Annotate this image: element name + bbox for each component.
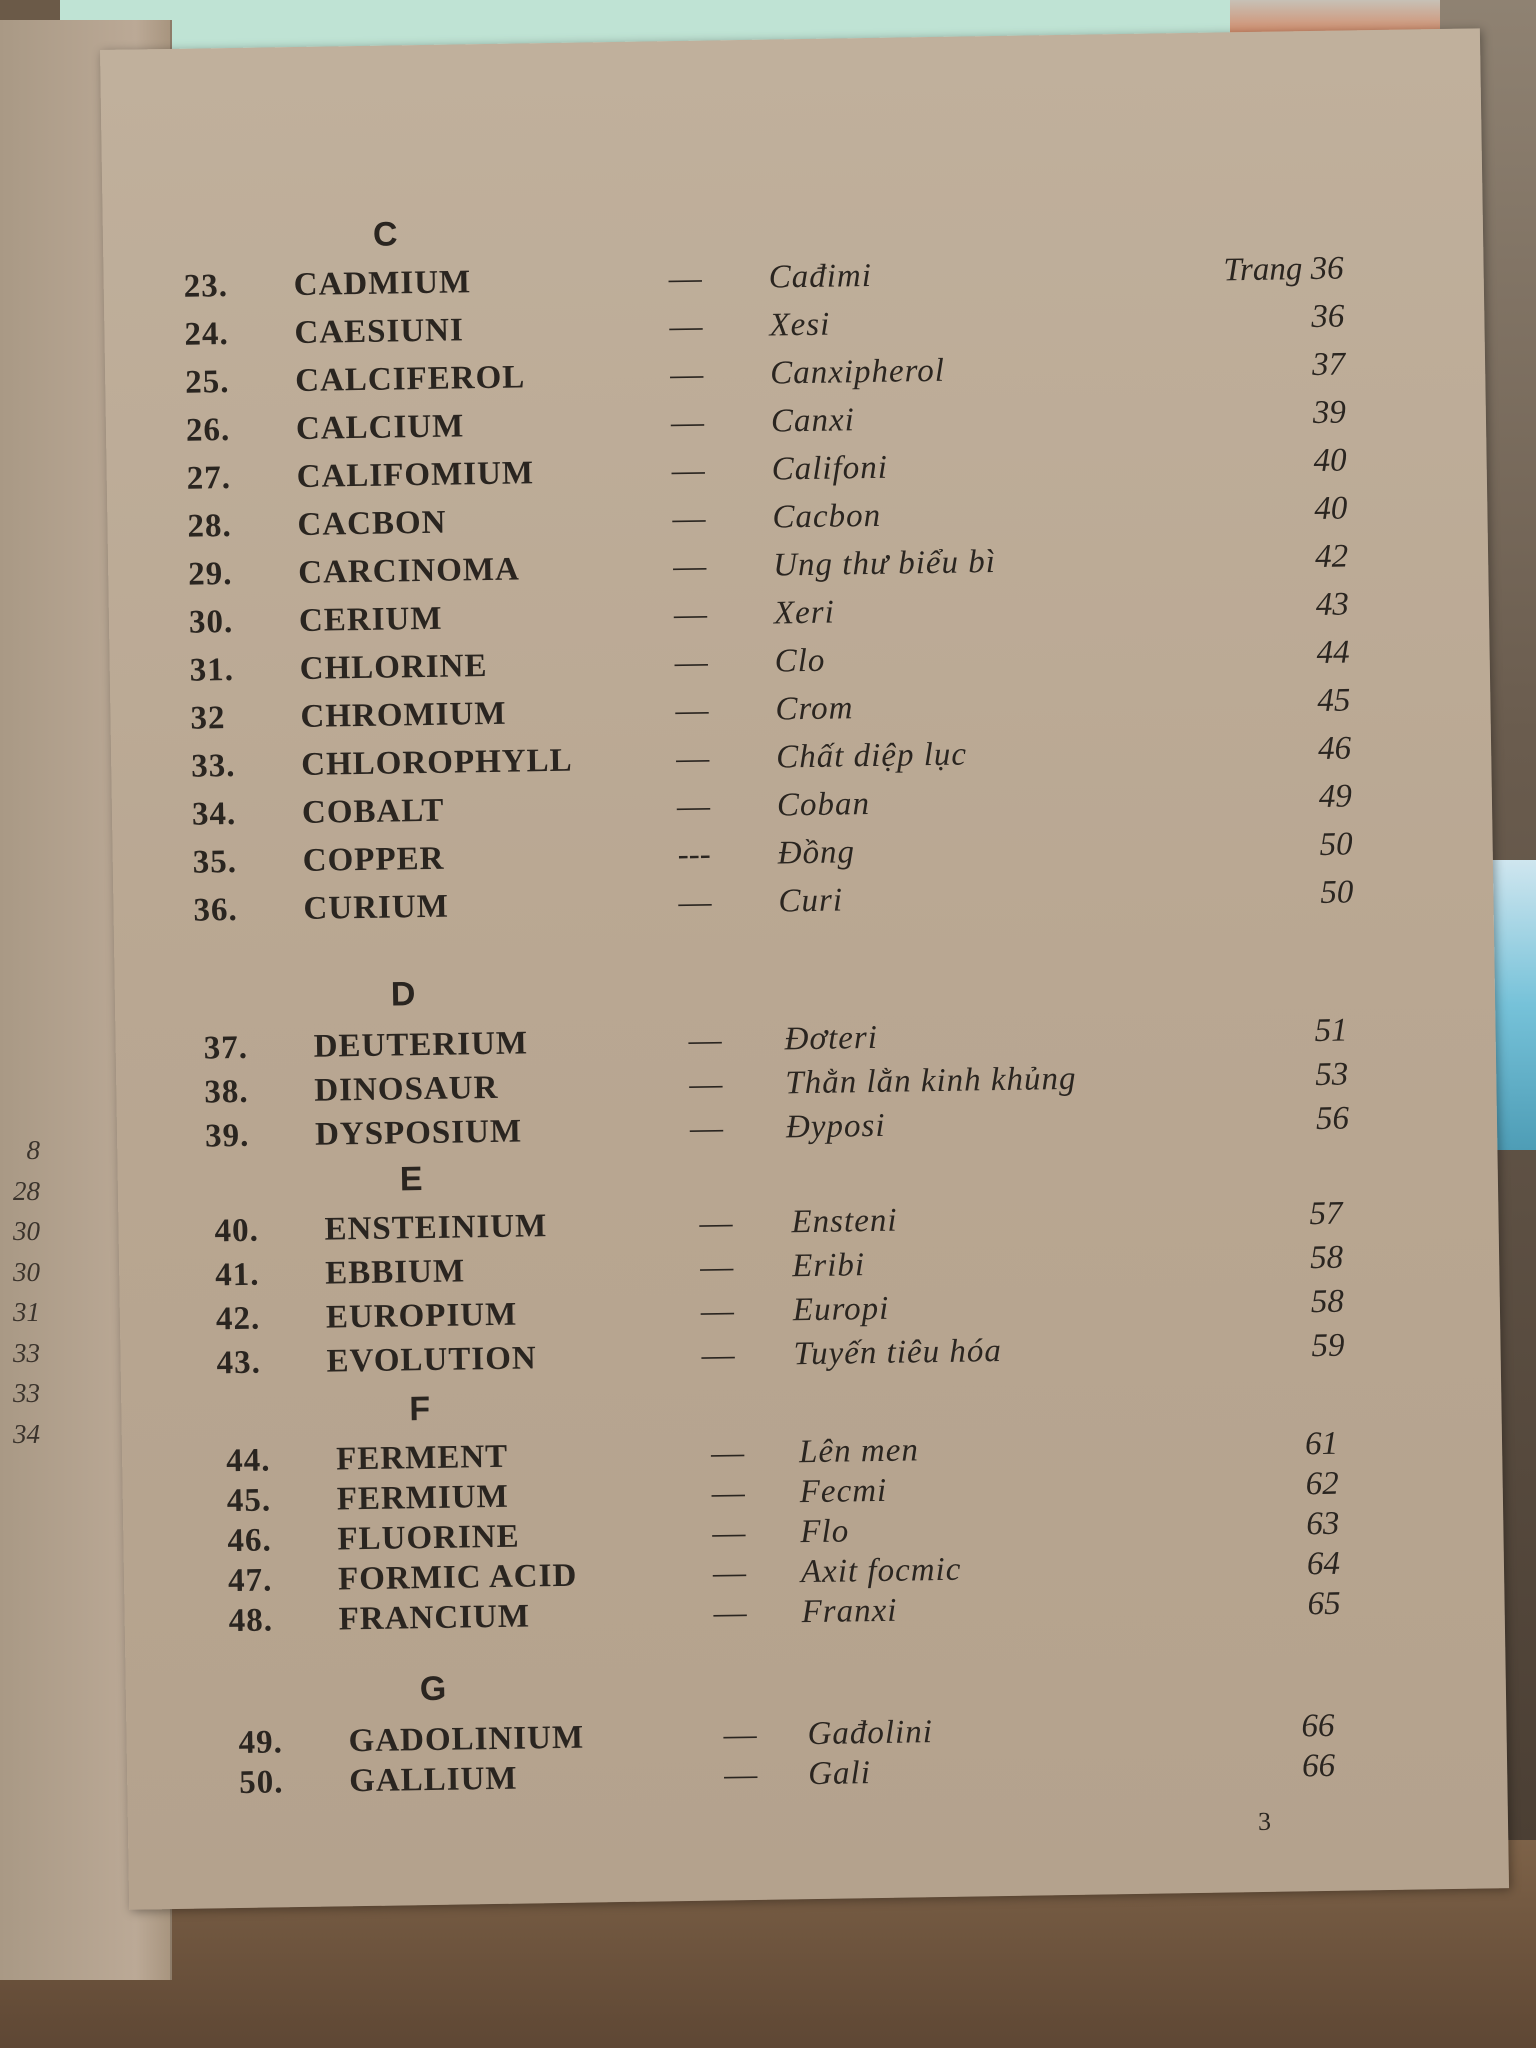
left-page-number: 33 [13, 1337, 40, 1368]
entry-term: CADMIUM [293, 264, 472, 303]
entry-term: CAESIUNI [294, 312, 465, 351]
entry-term: EVOLUTION [326, 1340, 537, 1380]
entry-number: 36. [193, 891, 239, 929]
entry-dash: — [723, 1756, 758, 1794]
entry-dash: — [713, 1595, 747, 1632]
entry-dash: — [699, 1205, 733, 1242]
entry-number: 23. [183, 268, 229, 305]
entry-number: 47. [227, 1562, 273, 1600]
entry-translation: Canxi [770, 402, 856, 440]
entry-dash: — [678, 884, 712, 922]
entry-dash: — [675, 692, 709, 730]
entry-number: 43. [216, 1344, 262, 1382]
entry-translation: Coban [776, 786, 871, 824]
entry-page: 46 [1317, 730, 1352, 767]
entry-number: 30. [188, 603, 234, 641]
left-page-number: 30 [13, 1216, 40, 1246]
entry-term: GADOLINIUM [348, 1719, 585, 1760]
entry-number: 29. [187, 555, 233, 593]
entry-dash: — [672, 548, 707, 586]
entry-number: 25. [184, 364, 230, 401]
entry-dash: — [712, 1555, 747, 1592]
entry-translation: Cađimi [768, 257, 873, 296]
entry-translation: Crom [775, 690, 854, 728]
entry-dash: — [668, 260, 702, 298]
entry-term: CHROMIUM [300, 695, 507, 735]
entry-number: 32 [190, 700, 226, 737]
entry-page: 49 [1318, 778, 1353, 815]
entry-term: CURIUM [303, 888, 450, 927]
entry-translation: Franxi [801, 1592, 898, 1631]
entry-term: COBALT [301, 792, 445, 831]
section-letter: F [409, 1389, 431, 1429]
entry-number: 37. [203, 1029, 249, 1067]
left-page-number: 33 [13, 1378, 40, 1408]
entry-page: 65 [1307, 1585, 1341, 1623]
entry-term: CALCIFEROL [294, 359, 526, 399]
entry-page: Trang 36 [1223, 250, 1344, 289]
entry-dash: — [723, 1716, 757, 1754]
entry-page: 59 [1311, 1327, 1345, 1365]
entry-term: CHLORINE [299, 647, 488, 687]
entry-translation: Đyposi [785, 1107, 886, 1146]
entry-page: 44 [1316, 634, 1350, 671]
entry-translation: Chất diệp lục [775, 736, 968, 776]
entry-term: FORMIC ACID [337, 1557, 578, 1598]
entry-term: CARCINOMA [297, 551, 521, 591]
entry-page: 50 [1320, 874, 1354, 911]
entry-translation: Gađolini [807, 1714, 934, 1753]
entry-page: 37 [1311, 346, 1346, 383]
entry-translation: Ung thư biểu bì [772, 543, 997, 584]
entry-dash: — [670, 404, 705, 442]
entry-translation: Europi [792, 1290, 890, 1329]
entry-term: FERMIUM [336, 1478, 510, 1518]
entry-number: 35. [192, 843, 238, 881]
entry-page: 66 [1301, 1747, 1336, 1785]
entry-translation: Đơteri [784, 1019, 879, 1058]
entry-page: 39 [1312, 394, 1347, 431]
entry-number: 34. [191, 795, 237, 833]
entry-translation: Gali [807, 1755, 872, 1793]
entry-number: 40. [214, 1212, 260, 1250]
entry-dash: — [712, 1515, 746, 1552]
section-letter: E [399, 1160, 423, 1199]
entry-translation: Eribi [791, 1247, 866, 1285]
entry-term: ENSTEINIUM [324, 1208, 548, 1248]
entry-dash: — [689, 1110, 724, 1147]
entry-number: 45. [226, 1482, 272, 1520]
entry-number: 50. [238, 1764, 284, 1802]
entry-translation: Ensteni [791, 1202, 898, 1241]
entry-translation: Đồng [777, 834, 856, 872]
entry-dash: — [688, 1022, 722, 1059]
entry-term: DEUTERIUM [313, 1025, 529, 1065]
left-page-number: 8 [26, 1135, 40, 1165]
entry-term: CALIFOMIUM [296, 455, 535, 495]
entry-page: 43 [1315, 586, 1350, 623]
entry-dash: — [699, 1249, 734, 1286]
entry-number: 28. [187, 507, 233, 545]
entry-term: FLUORINE [337, 1518, 520, 1558]
entry-number: 26. [185, 412, 231, 449]
page-number: 3 [1257, 1806, 1272, 1837]
entry-number: 49. [238, 1724, 284, 1762]
entry-number: 31. [189, 651, 235, 689]
entry-dash: — [701, 1337, 735, 1374]
entry-dash: — [669, 356, 704, 394]
entry-term: COPPER [302, 840, 445, 879]
entry-translation: Clo [774, 642, 826, 680]
entry-page: 62 [1305, 1465, 1339, 1503]
entry-page: 40 [1314, 490, 1348, 527]
entry-dash: --- [677, 836, 711, 874]
entry-dash: — [676, 788, 711, 826]
entry-term: DINOSAUR [314, 1069, 499, 1109]
left-page-number: 31 [13, 1297, 40, 1327]
entry-translation: Flo [800, 1513, 850, 1551]
entry-page: 61 [1304, 1425, 1339, 1463]
entry-term: EUROPIUM [325, 1296, 518, 1336]
entry-translation: Fecmi [799, 1472, 888, 1511]
entry-page: 63 [1306, 1505, 1340, 1543]
entry-number: 27. [186, 459, 232, 497]
entry-term: FERMENT [335, 1438, 509, 1478]
entry-page: 42 [1314, 538, 1349, 575]
entry-translation: Califoni [771, 449, 889, 488]
entry-dash: — [711, 1475, 746, 1512]
index-page [100, 28, 1509, 1909]
entry-number: 44. [225, 1442, 271, 1480]
entry-number: 33. [190, 747, 236, 785]
entry-page: 57 [1309, 1195, 1343, 1233]
entry-number: 48. [228, 1602, 274, 1640]
entry-page: 58 [1310, 1283, 1345, 1321]
entry-translation: Xeri [773, 594, 836, 632]
entry-number: 38. [204, 1073, 249, 1111]
left-page-number: 30 [13, 1256, 40, 1287]
entry-dash: — [675, 740, 710, 778]
entry-page: 51 [1314, 1012, 1348, 1050]
entry-dash: — [710, 1435, 745, 1472]
entry-page: 45 [1317, 682, 1351, 719]
entry-dash: — [673, 596, 708, 634]
entry-page: 50 [1319, 826, 1353, 863]
entry-dash: — [669, 308, 703, 346]
entry-term: CHLOROPHYLL [300, 742, 573, 783]
entry-page: 53 [1314, 1056, 1349, 1094]
entry-page: 36 [1311, 298, 1345, 336]
left-page-number: 34 [13, 1418, 40, 1449]
entry-translation: Curi [778, 882, 844, 920]
section-letter: G [419, 1669, 447, 1709]
entry-number: 39. [204, 1117, 250, 1155]
entry-term: CACBON [297, 504, 447, 543]
entry-dash: — [689, 1066, 723, 1103]
entry-term: FRANCIUM [338, 1598, 531, 1638]
entry-number: 41. [214, 1256, 260, 1294]
entry-page: 64 [1306, 1545, 1341, 1583]
entry-page: 40 [1313, 442, 1347, 479]
entry-number: 24. [184, 316, 230, 353]
entry-translation: Cacbon [772, 497, 882, 536]
entry-translation: Axit focmic [800, 1551, 962, 1591]
entry-term: GALLIUM [348, 1760, 518, 1800]
entry-term: CERIUM [298, 600, 443, 639]
entry-number: 42. [215, 1300, 261, 1338]
entry-page: 58 [1309, 1239, 1344, 1277]
entry-page: 66 [1301, 1707, 1335, 1745]
left-page-numbers [0, 1130, 40, 1454]
entry-dash: — [671, 452, 705, 490]
entry-term: EBBIUM [324, 1253, 466, 1292]
entry-translation: Xesi [769, 306, 831, 344]
entry-dash: — [674, 644, 708, 682]
entry-translation: Thằn lằn kinh khủng [785, 1060, 1077, 1102]
entry-translation: Lên men [798, 1432, 920, 1471]
entry-page: 56 [1315, 1100, 1350, 1138]
section-letter: C [372, 215, 398, 254]
section-letter: D [390, 975, 416, 1014]
entry-term: DYSPOSIUM [314, 1113, 523, 1153]
entry-term: CALCIUM [295, 408, 465, 447]
entry-translation: Tuyến tiêu hóa [793, 1332, 1003, 1373]
left-page-number: 28 [13, 1175, 40, 1206]
entry-dash: — [700, 1293, 735, 1330]
entry-dash: — [672, 500, 706, 538]
entry-translation: Canxipherol [769, 352, 946, 392]
entry-number: 46. [227, 1522, 272, 1560]
